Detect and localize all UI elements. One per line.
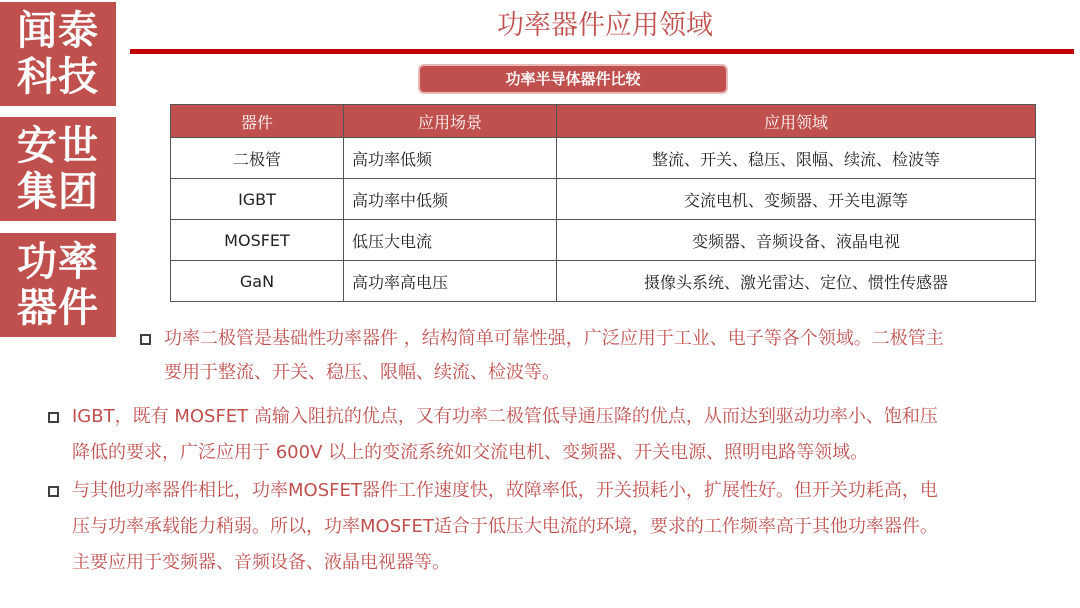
column-header: 器件	[171, 105, 344, 138]
table-row	[171, 179, 1036, 220]
column-header: 应用领域	[557, 105, 1036, 138]
sidebar-text: 安世	[17, 123, 99, 169]
table-row	[171, 220, 1036, 261]
table-cell: 变频器、音频设备、液晶电视	[557, 220, 1036, 261]
sidebar-block-topic	[0, 233, 116, 337]
table-cell: IGBT	[171, 179, 344, 220]
bullet-line: 要用于整流、开关、稳压、限幅、续流、检波等。	[164, 362, 560, 383]
table-cell: 摄像头系统、激光雷达、定位、惯性传感器	[557, 261, 1036, 302]
sidebar-text: 集团	[17, 169, 99, 215]
bullet-line: 压与功率承载能力稍弱。所以，功率MOSFET适合于低压大电流的环境，要求的工作频率高于其他功率器件。	[72, 516, 938, 537]
table-cell: 高功率中低频	[344, 179, 557, 220]
sidebar-block-group	[0, 117, 116, 221]
sidebar-text: 器件	[17, 285, 99, 331]
table-cell: 二极管	[171, 138, 344, 179]
column-header: 应用场景	[344, 105, 557, 138]
square-bullet-icon	[48, 486, 59, 497]
table-header-row	[171, 105, 1036, 138]
sidebar-text: 科技	[17, 54, 99, 100]
square-bullet-icon	[140, 334, 151, 345]
table-row	[171, 138, 1036, 179]
table-cell: 高功率高电压	[344, 261, 557, 302]
table-cell: 低压大电流	[344, 220, 557, 261]
sidebar-block-company	[0, 2, 116, 106]
title-divider	[130, 49, 1074, 54]
bullet-line: IGBT，既有 MOSFET 高输入阻抗的优点，又有功率二极管低导通压降的优点，从而达到驱动功率小、饱和压	[72, 406, 938, 427]
page-title: 功率器件应用领域	[497, 10, 713, 41]
table-row	[171, 261, 1036, 302]
sidebar-text: 闻泰	[17, 8, 99, 54]
bullet-line: 与其他功率器件相比，功率MOSFET器件工作速度快，故障率低，开关损耗小，扩展性好。但开关功耗高，电	[72, 480, 938, 501]
table-cell: 整流、开关、稳压、限幅、续流、检波等	[557, 138, 1036, 179]
table-cell: MOSFET	[171, 220, 344, 261]
table-cell: GaN	[171, 261, 344, 302]
sidebar-text: 功率	[17, 239, 99, 285]
bullet-line: 降低的要求，广泛应用于 600V 以上的变流系统如交流电机、变频器、开关电源、照明电路等领域。	[72, 442, 869, 463]
square-bullet-icon	[48, 412, 59, 423]
bullet-line: 主要应用于变频器、音频设备、液晶电视器等。	[72, 552, 450, 573]
table-cell: 交流电机、变频器、开关电源等	[557, 179, 1036, 220]
table-caption: 功率半导体器件比较	[418, 64, 728, 94]
comparison-table	[170, 104, 1036, 302]
bullet-line: 功率二极管是基础性功率器件 ，结构简单可靠性强，广泛应用于工业、电子等各个领域。二极管主	[164, 328, 944, 349]
table-cell: 高功率低频	[344, 138, 557, 179]
sidebar	[0, 0, 116, 340]
